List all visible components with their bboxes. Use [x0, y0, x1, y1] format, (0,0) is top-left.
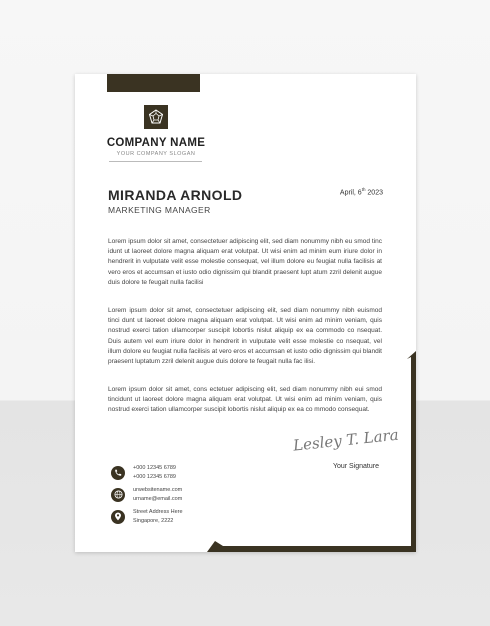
recipient-name: MIRANDA ARNOLD — [108, 187, 243, 203]
body-paragraph-2: Lorem ipsum dolor sit amet, consectetuer adipiscing elit, sed diam nonummy nibh euismod tinci dunt ut laoreet dolore magna aliquam erat volutpat. Ut wisi enim ad minim veniam, quis nostrud exerci tation ullamcorper suscipit lobortis nislut aliquip ex ea commodo co nsequat. Duis autem vel eum iriure dolor in hendrerit in vulputate velit esse molestie co nsequat, vel illum dolore eu feugiat nulla facilisis at vero eros et accumsan et iusto odio dignissim qui blandit praesent luptatum zzril delenit augue duis dolore te feugait nulla fac ilisi. — [108, 307, 382, 366]
email-link[interactable]: urname@email.com — [133, 495, 183, 502]
recipient-title: MARKETING MANAGER — [108, 205, 211, 215]
company-name: COMPANY NAME — [106, 137, 206, 149]
signature-label: Your Signature — [332, 463, 379, 470]
date-month-day: April, 6 — [339, 189, 362, 197]
company-slogan: YOUR COMPANY SLOGAN — [116, 151, 196, 157]
date-suffix: th — [361, 187, 366, 192]
address-line-2: Singapore, 2222 — [133, 517, 174, 524]
phone-number-2: +000 12345 6789 — [133, 473, 176, 480]
phone-number-1: +000 12345 6789 — [133, 465, 176, 471]
date-year: 2023 — [365, 189, 383, 197]
corner-accent-shape — [75, 74, 416, 552]
address-line-1: Street Address Here — [133, 509, 183, 515]
website-link[interactable]: urwebsitename.com — [133, 487, 183, 493]
handwritten-signature: Lesley T. Lara — [292, 425, 400, 455]
body-paragraph-3: Lorem ipsum dolor sit amet, cons ectetuer adipiscing elit, sed diam nonummy nibh eui smod tincidunt ut laoreet dolore magna aliquam erat volutpat. Ut wisi enim ad minim veniam, quis nostrud exerci tation ullamcorper suscipit lobortis nislut aliquip ex ea co mmodo consequat. — [108, 386, 382, 414]
letterhead-page — [75, 74, 416, 552]
body-paragraph-1: Lorem ipsum dolor sit amet, consectetuer adipiscing elit, sed diam nonummy nibh eu smod tinc idunt ut laoreet dolore magna aliquam erat volutpat. Ut wisi enim ad minim eum iriure dolor in hendrerit in vulputate velit esse molestie consequat, vel illum dolore eu feugiat nulla facilisis at vero eros et accumsan et iusto odio dignissim qui blandit praesent lupt atum zzril delenit augue duis dolore te feugait nulla facilisi — [108, 238, 382, 286]
